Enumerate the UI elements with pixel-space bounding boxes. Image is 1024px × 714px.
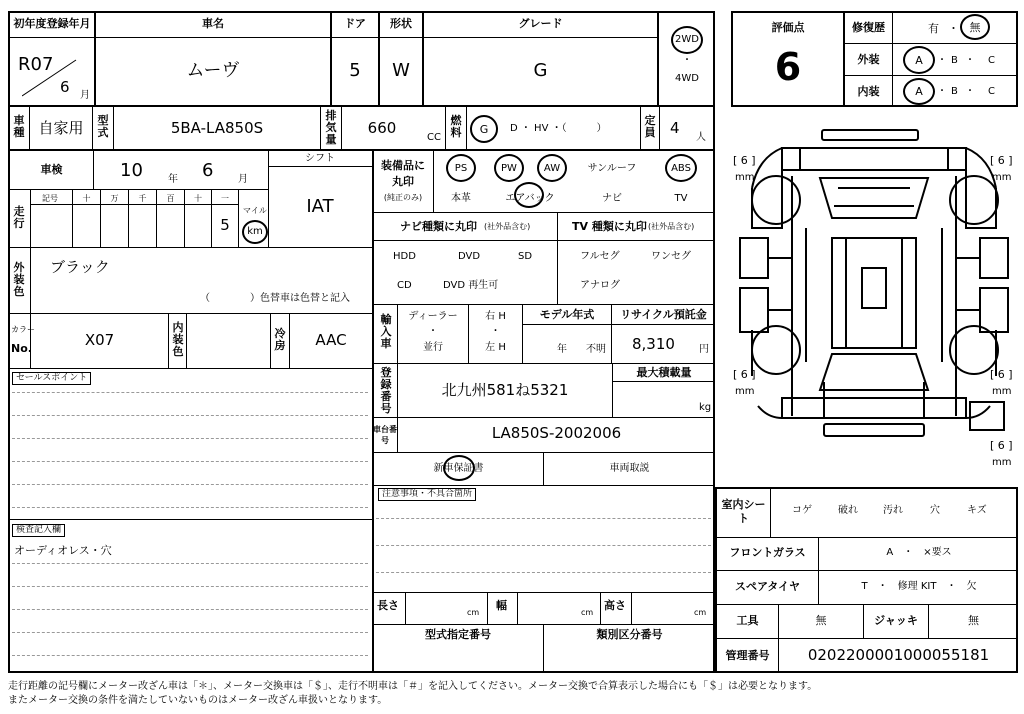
- fuel-options: D ・ HV ・（ ）: [510, 123, 607, 134]
- equip-navi: ナビ: [602, 193, 622, 204]
- navi-dvd-play: DVD 再生可: [443, 280, 499, 291]
- model-year-unit: 年: [557, 344, 567, 355]
- inspection-month: 6: [202, 160, 214, 181]
- inspection-year-unit: 年: [168, 174, 178, 185]
- equip-aw: AW: [543, 163, 561, 174]
- navi-label: ナビ種類に丸印: [400, 220, 477, 233]
- tv-label-note: (社外品含む): [648, 222, 695, 231]
- color-no-label-bottom: No.: [11, 342, 32, 355]
- width-label: 幅: [496, 599, 507, 612]
- first-reg-month-unit: 月: [80, 90, 90, 101]
- footer-line-2: またメーター交換の条件を満たしていないものはメーター改ざん車扱いとなります。: [8, 695, 388, 706]
- first-reg-label: 初年度登録年月: [13, 17, 91, 30]
- displacement-value: 660: [367, 119, 397, 137]
- door-count: 5: [349, 60, 361, 81]
- tire-spare-value: [ 6 ]: [990, 439, 1013, 452]
- tv-oneseg: ワンセグ: [651, 251, 691, 262]
- equip-abs: ABS: [671, 163, 691, 174]
- import-label: 輸入車: [380, 313, 392, 350]
- length-label: 長さ: [377, 599, 399, 612]
- tv-fullseg: フルセグ: [580, 251, 620, 262]
- tire-fr-value: [ 6 ]: [990, 154, 1013, 167]
- chassis-value: LA850S-2002006: [491, 424, 622, 442]
- inspection-month-unit: 月: [238, 174, 248, 185]
- exterior-dot-1: ・: [937, 55, 947, 66]
- equip-pw: PW: [501, 163, 517, 174]
- tire-fl-value: [ 6 ]: [733, 154, 756, 167]
- interior-a: A: [915, 85, 923, 98]
- score-label: 評価点: [771, 21, 805, 34]
- mileage-symbol-label: 記号: [42, 194, 58, 203]
- exterior-c: C: [988, 55, 995, 66]
- repair-dot: ・: [948, 22, 959, 35]
- mileage-digit-4: 百: [166, 194, 175, 203]
- repair-label: 修復歴: [852, 21, 885, 34]
- first-reg-year: R07: [18, 54, 54, 75]
- tv-label: TV 種類に丸印: [572, 220, 647, 233]
- inspection-label: 車検: [40, 163, 63, 176]
- shift-label: シフト: [305, 153, 335, 164]
- use-label: 車種: [13, 114, 25, 139]
- notes-label: 注意事項・不具合箇所: [378, 488, 476, 501]
- capacity-unit: 人: [696, 132, 706, 143]
- registration-value: 北九州581ね5321: [441, 381, 569, 399]
- mileage-digit-2: 万: [110, 194, 119, 203]
- interior-color-label: 内装色: [172, 321, 184, 358]
- import-dot: ・: [428, 326, 438, 337]
- max-load-label: 最大積載量: [636, 366, 692, 379]
- equip-ps: PS: [454, 163, 468, 174]
- mileage-digit-1: 十: [82, 194, 91, 203]
- tire-rr-value: [ 6 ]: [990, 368, 1013, 381]
- navi-sd: SD: [518, 251, 533, 262]
- tools-label: 工具: [736, 614, 759, 627]
- windshield-label: フロントガラス: [729, 546, 806, 559]
- type-designation-label: 型式指定番号: [425, 628, 491, 641]
- repair-no: 無: [969, 21, 981, 34]
- length-unit: cm: [467, 608, 480, 617]
- mileage-digit-6: 一: [221, 194, 229, 203]
- diagonal-slash: [22, 58, 78, 98]
- equipment-label-2: 丸印: [392, 175, 414, 188]
- ext-color-note: （ ）色替車は色替と記入: [200, 293, 350, 304]
- max-load-unit: kg: [699, 402, 712, 413]
- recycle-label: リサイクル預託金: [620, 308, 707, 321]
- color-no-value: X07: [84, 331, 115, 349]
- equipment-label-1: 装備品に: [381, 159, 425, 172]
- manage-label: 管理番号: [725, 649, 770, 662]
- equipment-label-3: (純正のみ): [383, 193, 423, 202]
- mileage-value: 5: [220, 216, 230, 234]
- exterior-a: A: [915, 54, 923, 67]
- ext-color-value: ブラック: [50, 258, 110, 276]
- tire-rl-value: [ 6 ]: [733, 368, 756, 381]
- repair-yes: 有: [928, 22, 939, 35]
- tire-fr-unit: mm: [992, 172, 1012, 183]
- tire-rr-unit: mm: [992, 386, 1012, 397]
- use-value: 自家用: [38, 119, 84, 137]
- inspection-year: 10: [120, 160, 143, 181]
- interior-b: B: [951, 86, 958, 97]
- height-unit: cm: [694, 608, 707, 617]
- tire-rl-unit: mm: [735, 386, 755, 397]
- height-label: 高さ: [604, 599, 626, 612]
- car-name-label: 車名: [202, 17, 224, 30]
- grade-value: G: [533, 60, 548, 81]
- exterior-b: B: [951, 55, 958, 66]
- color-no-label-top: カラー: [11, 325, 35, 334]
- spare-label: スペアタイヤ: [734, 580, 800, 593]
- seat-burn: コゲ: [792, 505, 812, 516]
- interior-dot-1: ・: [937, 86, 947, 97]
- cc-unit: CC: [427, 132, 441, 143]
- capacity-label: 定員: [644, 114, 656, 139]
- import-dot-2: ・: [490, 326, 501, 337]
- interior-dot-2: ・: [965, 86, 975, 97]
- mile-label: マイル: [243, 206, 267, 215]
- jack-value: 無: [968, 614, 979, 627]
- chassis-label: 車台番号: [373, 425, 397, 445]
- shift-value: IAT: [306, 196, 334, 217]
- navi-label-note: (社外品含む): [484, 222, 531, 231]
- seat-tear: 破れ: [838, 505, 858, 516]
- equip-airbag: エアバック: [505, 193, 555, 204]
- manage-value: 0202200001000055181: [807, 646, 990, 664]
- score-value: 6: [774, 45, 802, 89]
- manual-doc: 車両取説: [609, 463, 650, 474]
- model-value: 5BA-LA850S: [170, 119, 264, 137]
- shape-label: 形状: [390, 17, 412, 30]
- door-label: ドア: [344, 17, 366, 30]
- navi-hdd: HDD: [393, 251, 416, 262]
- displacement-label: 排気量: [325, 109, 337, 146]
- seat-label: 室内シート: [721, 498, 766, 525]
- drive-dot: ・: [682, 55, 692, 66]
- import-dealer: ディーラー: [408, 311, 458, 322]
- recycle-value: 8,310: [632, 335, 675, 353]
- jack-label: ジャッキ: [874, 614, 918, 627]
- registration-label: 登録番号: [380, 366, 392, 415]
- sales-point-label: セールスポイント: [12, 372, 91, 385]
- model-year-unknown: 不明: [586, 344, 606, 355]
- equip-leather: 本革: [451, 193, 471, 204]
- tv-analog: アナログ: [580, 280, 620, 291]
- category-number-label: 類別区分番号: [596, 628, 663, 641]
- first-reg-month: 6: [60, 78, 70, 96]
- navi-dvd: DVD: [458, 251, 481, 262]
- inspection-notes-label: 検査記入欄: [12, 524, 65, 537]
- mileage-digit-3: 千: [138, 194, 147, 203]
- car-damage-diagram: [728, 118, 1020, 474]
- import-parallel: 並行: [423, 342, 443, 353]
- grade-label: グレード: [518, 17, 563, 30]
- inspection-notes-text: オーディオレス・穴: [14, 544, 112, 557]
- spare-options: T ・ 修理 KIT ・ 欠: [861, 581, 977, 592]
- mileage-label: 走行: [13, 205, 25, 230]
- drive-2wd: 2WD: [675, 34, 699, 45]
- drive-4wd: 4WD: [675, 73, 699, 84]
- navi-cd: CD: [397, 280, 412, 291]
- interior-label: 内装: [857, 85, 880, 98]
- capacity-value: 4: [670, 119, 680, 137]
- model-year-label: モデル年式: [539, 308, 595, 321]
- warranty-doc: 新車保証書: [433, 463, 484, 474]
- seat-hole: 穴: [930, 505, 940, 516]
- car-name: ムーヴ: [186, 60, 240, 81]
- exterior-dot-2: ・: [965, 55, 975, 66]
- km-label: km: [247, 226, 263, 237]
- mileage-digit-5: 十: [194, 194, 202, 203]
- tire-fl-unit: mm: [735, 172, 755, 183]
- equip-sunroof: サンルーフ: [587, 163, 637, 174]
- fuel-g: G: [479, 123, 489, 136]
- tire-spare-unit: mm: [992, 457, 1012, 468]
- seat-dirt: 汚れ: [883, 505, 903, 516]
- shape-value: W: [392, 60, 410, 81]
- width-unit: cm: [581, 608, 594, 617]
- fuel-label: 燃料: [450, 114, 462, 139]
- interior-c: C: [988, 86, 995, 97]
- exterior-label: 外装: [857, 53, 880, 66]
- tools-value: 無: [815, 614, 827, 627]
- recycle-unit: 円: [699, 344, 709, 355]
- ext-color-label: 外装色: [13, 261, 25, 298]
- seat-scratch: キズ: [967, 505, 987, 516]
- model-label: 型式: [97, 114, 109, 139]
- ac-value: AAC: [315, 331, 347, 349]
- windshield-options: A ・ ×要ス: [886, 547, 952, 558]
- ac-label: 冷房: [274, 327, 286, 352]
- import-right-h: 右 H: [485, 311, 506, 322]
- import-left-h: 左 H: [485, 342, 506, 353]
- footer-line-1: 走行距離の記号欄にメーター改ざん車は「＊」、メーター交換車は「＄」、走行不明車は「＃」を記入してください。メーター交換で合算表示した場合にも「＄」は必要となります。: [8, 681, 818, 692]
- equip-tv: TV: [674, 193, 688, 204]
